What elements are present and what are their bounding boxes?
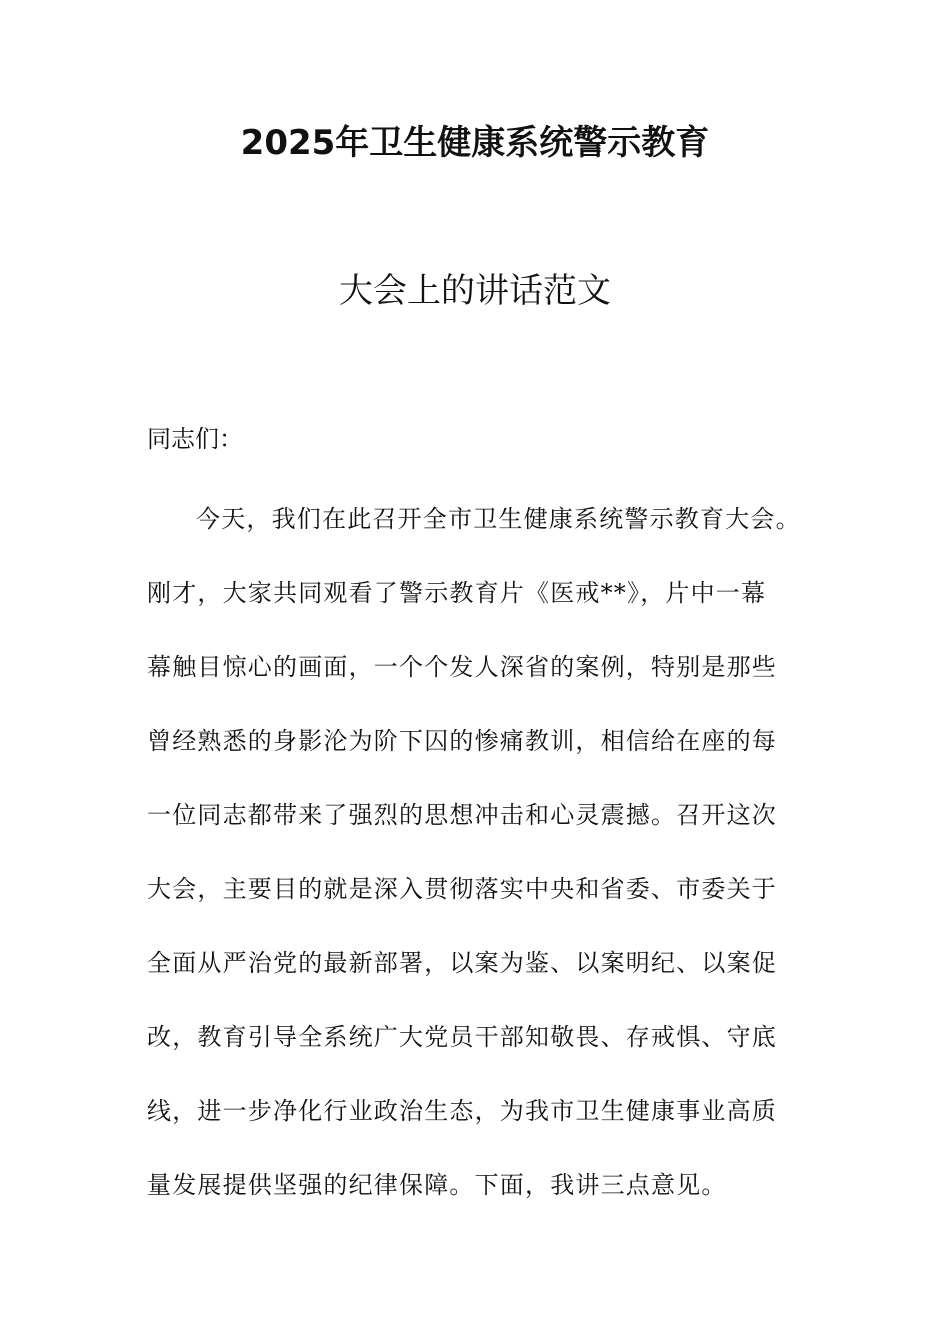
paragraph-line: 一位同志都带来了强烈的思想冲击和心灵震撼。召开这次 <box>147 801 777 829</box>
document-title-line-2: 大会上的讲话范文 <box>339 271 611 311</box>
paragraph-line: 改，教育引导全系统广大党员干部知敬畏、存戒惧、守底 <box>147 1023 777 1051</box>
paragraph-line: 大会，主要目的就是深入贯彻落实中央和省委、市委关于 <box>147 875 777 903</box>
paragraph-line: 量发展提供坚强的纪律保障。下面，我讲三点意见。 <box>147 1171 727 1199</box>
paragraph-line: 幕触目惊心的画面，一个个发人深省的案例，特别是那些 <box>147 653 777 681</box>
document-title-line-1: 2025年卫生健康系统警示教育 <box>240 123 710 163</box>
paragraph-line: 今天，我们在此召开全市卫生健康系统警示教育大会。 <box>196 505 801 533</box>
paragraph-line: 线，进一步净化行业政治生态，为我市卫生健康事业高质 <box>147 1097 777 1125</box>
paragraph-line: 全面从严治党的最新部署，以案为鉴、以案明纪、以案促 <box>147 949 777 977</box>
paragraph-line: 刚才，大家共同观看了警示教育片《医戒**》，片中一幕 <box>147 579 767 607</box>
paragraph-line: 曾经熟悉的身影沦为阶下囚的惨痛教训，相信给在座的每 <box>147 727 777 755</box>
salutation: 同志们： <box>147 425 243 453</box>
